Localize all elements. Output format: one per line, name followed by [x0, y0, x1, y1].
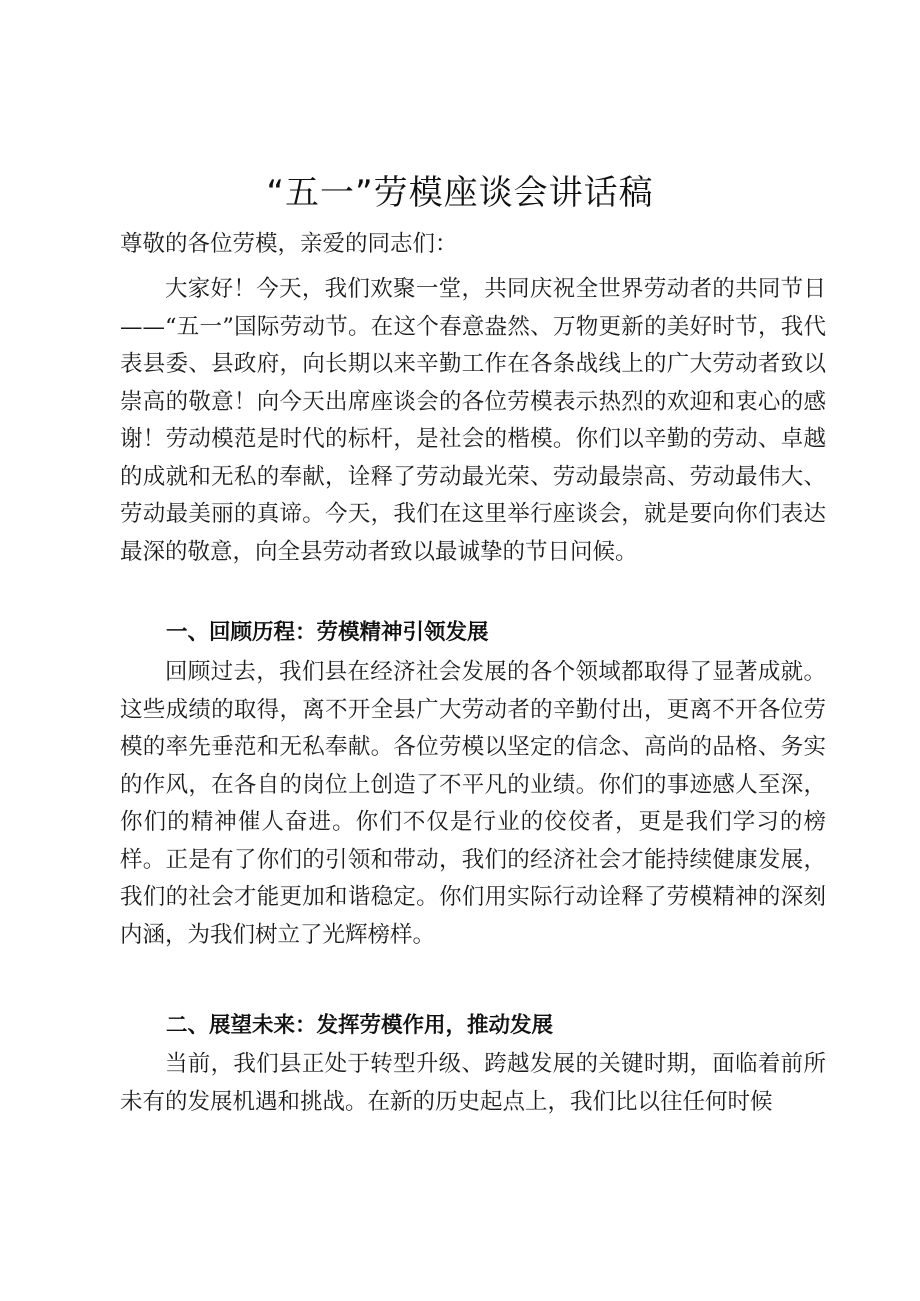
document-title: “五一”劳模座谈会讲话稿	[266, 173, 654, 213]
section-heading-outlook: 二、展望未来：发挥劳模作用，推动发展	[166, 1013, 554, 1038]
paragraph-outlook: 当前，我们县正处于转型升级、跨越发展的关键时期，面临着前所未有的发展机遇和挑战。在新的历史起点上，我们比以往任何时候	[120, 1051, 826, 1115]
paragraph-review: 回顾过去，我们县在经济社会发展的各个领域都取得了显著成就。这些成绩的取得，离不开全县广大劳动者的辛勤付出，更离不开各位劳模的率先垂范和无私奉献。各位劳模以坚定的信念、高尚的品格、务实的作风，在各自的岗位上创造了不平凡的业绩。你们的事迹感人至深，你们的精神催人奋进。你们不仅是行业的佼佼者，更是我们学习的榜样。正是有了你们的引领和带动，我们的经济社会才能持续健康发展，我们的社会才能更加和谐稳定。你们用实际行动诠释了劳模精神的深刻内涵，为我们树立了光辉榜样。	[120, 659, 826, 948]
paragraph-opening: 大家好！今天，我们欢聚一堂，共同庆祝全世界劳动者的共同节日——“五一”国际劳动节。在这个春意盎然、万物更新的美好时节，我代表县委、县政府，向长期以来辛勤工作在各条战线上的广大劳动者致以崇高的敬意！向今天出席座谈会的各位劳模表示热烈的欢迎和衷心的感谢！劳动模范是时代的标杆，是社会的楷模。你们以辛勤的劳动、卓越的成就和无私的奉献，诠释了劳动最光荣、劳动最崇高、劳动最伟大、劳动最美丽的真谛。今天，我们在这里举行座谈会，就是要向你们表达最深的敬意，向全县劳动者致以最诚挚的节日问候。	[120, 276, 826, 565]
section-heading-review: 一、回顾历程：劳模精神引领发展	[166, 620, 489, 645]
salutation: 尊敬的各位劳模，亲爱的同志们：	[120, 231, 458, 257]
